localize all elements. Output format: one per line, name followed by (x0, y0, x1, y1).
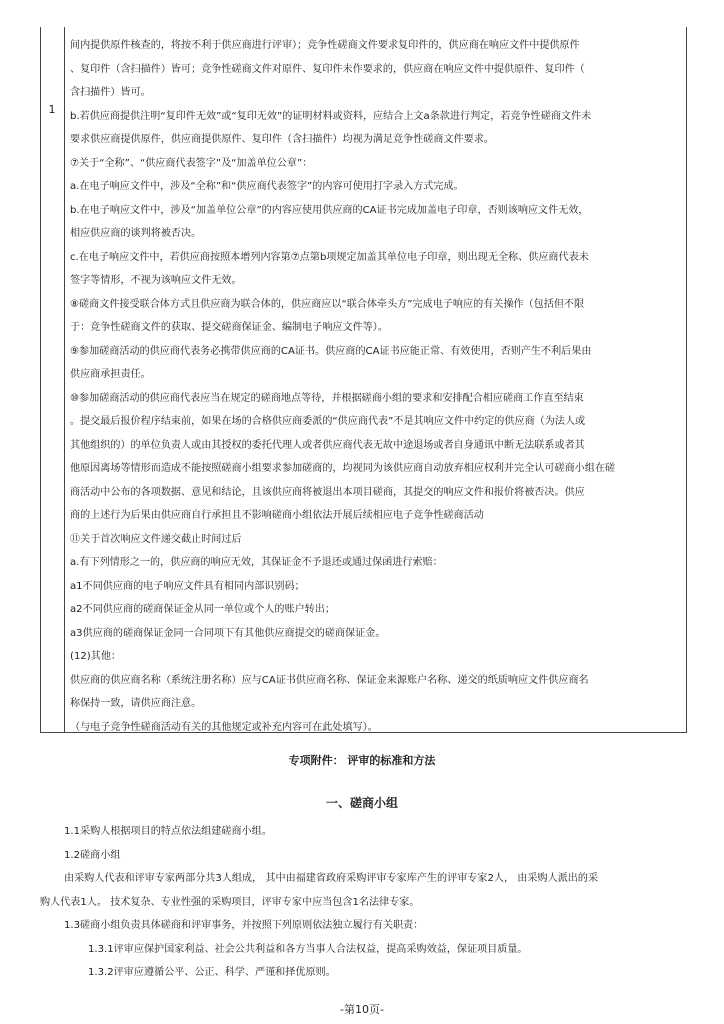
section-title: 专项附件： 评审的标准和方法 (288, 754, 436, 767)
table-cell-line: c.在电子响应文件中，若供应商按照本增列内容第⑦点第b项规定加盖其单位电子印章，则出现无全称、供应商代表未 (70, 251, 589, 263)
table-cell-line: 含扫描件）皆可。 (70, 87, 151, 98)
table-cell-line: （与电子竞争性磋商活动有关的其他规定或补充内容可在此处填写）。 (70, 721, 378, 733)
table-cell-line: 他原因离场等情形而造成不能按照磋商小组要求参加磋商的，均视同为该供应商自动放弃相应权利并完全认可磋商小组在磋 (70, 463, 616, 474)
table-cell-line: (12)其他： (70, 651, 122, 662)
table-cell-line: a3供应商的磋商保证金同一合同项下有其他供应商提交的磋商保证金。 (70, 627, 386, 639)
table-cell-content (70, 34, 680, 739)
table-cell-line: a2不同供应商的磋商保证金从同一单位或个人的账户转出； (70, 604, 335, 615)
table-cell-line: 、复印件（含扫描件）皆可；竞争性磋商文件对原件、复印件未作要求的，供应商在响应文件中提供原件、复印件（ (70, 63, 585, 75)
paragraph: 1.3.1评审应保护国家利益、社会公共利益和各方当事人合法权益，提高采购效益，保证项目质量。 (88, 943, 528, 955)
paragraph: 1.2磋商小组 (64, 849, 121, 861)
chapter-title: 一、磋商小组 (325, 796, 398, 810)
body-text (40, 820, 690, 985)
table-cell-line: b.在电子响应文件中，涉及“加盖单位公章”的内容应使用供应商的CA证书完成加盖电子印章，否则该响应文件无效， (70, 204, 589, 216)
paragraph: 1.3磋商小组负责具体磋商和评审事务，并按照下列原则依法独立履行有关职责： (64, 920, 424, 931)
paragraph: 1.3.2评审应遵循公平、公正、科学、严谨和择优原则。 (88, 967, 336, 978)
table-cell-line: a.有下列情形之一的，供应商的响应无效，其保证金不予退还或通过保函进行索赔： (70, 557, 443, 568)
table-cell-line: 要求供应商提供原件，供应商提供原件、复印件（含扫描件）均视为满足竞争性磋商文件要求。 (70, 134, 494, 145)
table-cell-line: 供应商的供应商名称（系统注册名称）应与CA证书供应商名称、保证金来源账户名称、递交的纸质响应文件供应商名 (70, 674, 589, 686)
table-cell-line: ⑪关于首次响应文件递交截止时间过后 (70, 533, 242, 545)
table-cell-line: 商的上述行为后果由供应商自行承担且不影响磋商小组依法开展后续相应电子竞争性磋商活动 (70, 510, 484, 521)
table-cell-line: a1不同供应商的电子响应文件具有相同内部识别码； (70, 580, 305, 592)
table-cell-line: b.若供应商提供注明“复印件无效”或“复印无效”的证明材料或资料，应结合上文a条款进行判定，若竞争性磋商文件未 (70, 110, 592, 122)
paragraph: 由采购人代表和评审专家两部分共3人组成， 其中由福建省政府采购评审专家库产生的评审专家2人， 由采购人派出的采 (64, 873, 599, 884)
table-cell-line: 间内提供原件核查的，将按不利于供应商进行评审）；竞争性磋商文件要求复印件的，供应商在响应文件中提供原件 (70, 40, 580, 51)
table-column-separator (64, 27, 65, 732)
table-cell-line: 商活动中公布的各项数据、意见和结论，且该供应商将被退出本项目磋商，其提交的响应文件和报价将被否决。供应 (70, 486, 585, 498)
table-cell-line: 称保持一致，请供应商注意。 (70, 698, 202, 709)
table-row-number: 1 (48, 103, 56, 116)
table-cell-line: 相应供应商的谈判将被否决。 (70, 228, 202, 239)
table-cell-line: 。提交最后报价程序结束前，如果在场的合格供应商委派的“供应商代表”不是其响应文件中约定的供应商（为法人或 (70, 416, 586, 427)
table-cell-line: 其他组织的）的单位负责人或由其授权的委托代理人或者供应商代表无故中途退场或者自身通讯中断无法联系或者其 (70, 439, 585, 451)
page-number: -第10页- (340, 1003, 384, 1016)
paragraph: 1.1采购人根据项目的特点依法组建磋商小组。 (64, 826, 272, 837)
table-cell-line: ⑨参加磋商活动的供应商代表务必携带供应商的CA证书。供应商的CA证书应能正常、有效使用，否则产生不利后果由 (70, 345, 592, 357)
table-cell-line: ⑦关于“全称”、“供应商代表签字”及“加盖单位公章”： (70, 157, 313, 169)
paragraph: 购人代表1人。 技术复杂、专业性强的采购项目，评审专家中应当包含1名法律专家。 (40, 896, 420, 908)
table-cell-line: ⑧磋商文件接受联合体方式且供应商为联合体的，供应商应以“联合体牵头方”完成电子响应的有关操作（包括但不限 (70, 298, 585, 310)
table-cell-line: a.在电子响应文件中，涉及“全称”和“供应商代表签字”的内容可使用打字录入方式完成。 (70, 181, 464, 192)
table-cell-line: ⑩参加磋商活动的供应商代表应当在规定的磋商地点等待，并根据磋商小组的要求和安排配合相应磋商工作直至结束 (70, 392, 584, 404)
table-cell-line: 签字等情形，不视为该响应文件无效。 (70, 275, 242, 286)
table-cell-line: 于：竞争性磋商文件的获取、提交磋商保证金、编制电子响应文件等）。 (70, 322, 388, 333)
table-cell-line: 供应商承担责任。 (70, 369, 151, 380)
